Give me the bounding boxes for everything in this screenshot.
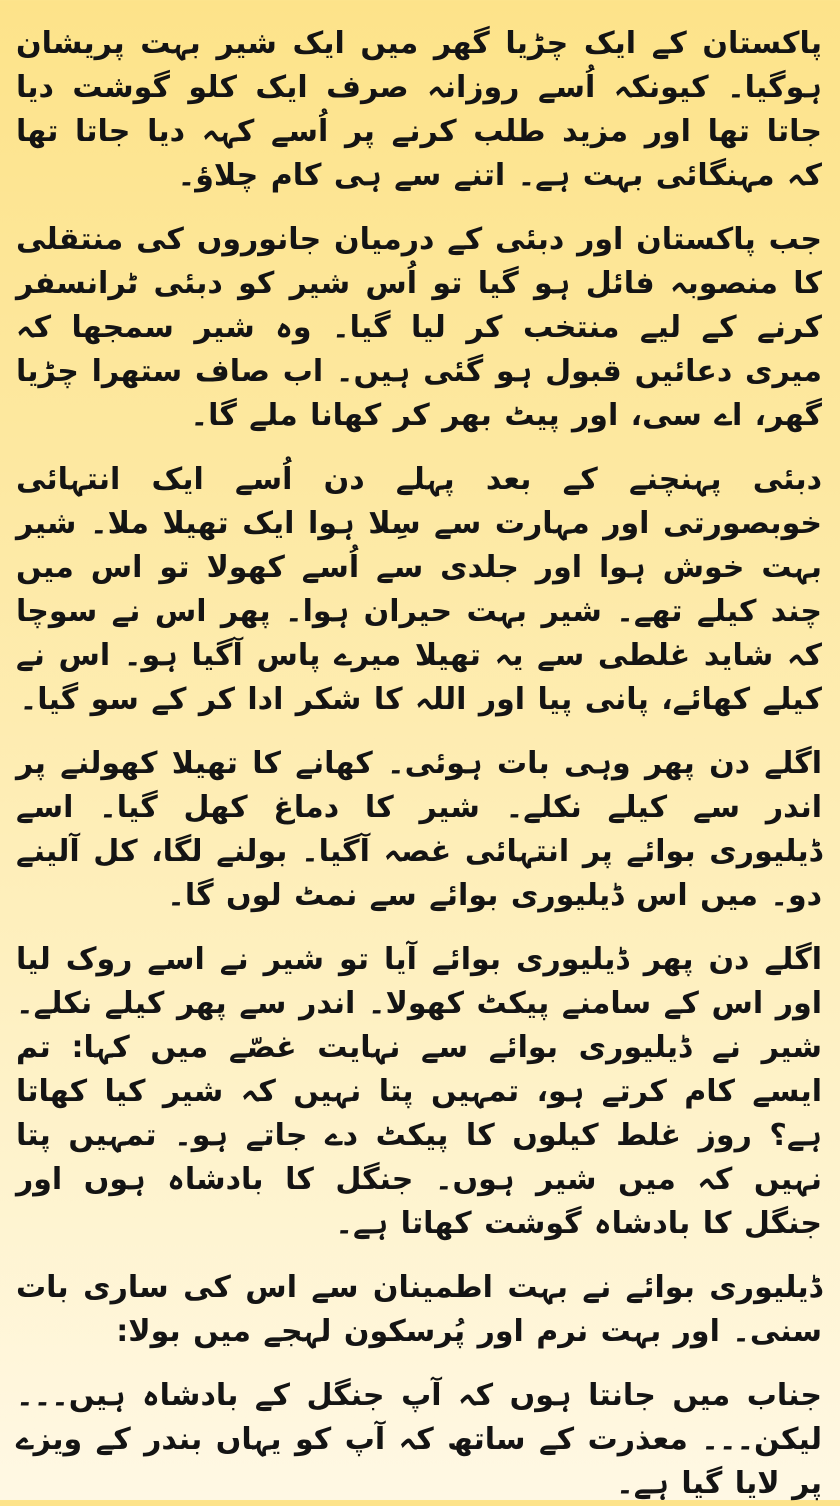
paragraph-4: اگلے دن پھر وہی بات ہوئی۔ کھانے کا تھیلا کھولنے پر اندر سے کیلے نکلے۔ شیر کا دماغ کھل گیا۔ اسے ڈیلیوری بوائے پر انتہائی غصہ آگیا۔ بولنے لگا، کل آلینے دو۔ میں اس ڈیلیوری بوائے سے نمٹ لوں گا۔ <box>16 746 822 913</box>
paragraph-5: اگلے دن پھر ڈیلیوری بوائے آیا تو شیر نے اسے روک لیا اور اس کے سامنے پیکٹ کھولا۔ اندر سے پھر کیلے نکلے۔ شیر نے ڈیلیوری بوائے سے نہایت غصّے میں کہا: تم ایسے کام کرتے ہو، تمہیں پتا نہیں کہ شیر کیا کھاتا ہے؟ روز غلط کیلوں کا پیکٹ دے جاتے ہو۔ تمہیں پتا نہیں کہ میں شیر ہوں۔ جنگل کا بادشاہ ہوں اور جنگل کا بادشاہ گوشت کھاتا ہے۔ <box>16 942 822 1241</box>
paragraph-3: دبئی پہنچنے کے بعد پہلے دن اُسے ایک انتہائی خوبصورتی اور مہارت سے سِلا ہوا ایک تھیلا ملا۔ شیر بہت خوش ہوا اور جلدی سے اُسے کھولا تو اس میں چند کیلے تھے۔ شیر بہت حیران ہوا۔ پھر اس نے سوچا کہ شاید غلطی سے یہ تھیلا میرے پاس آگیا ہو۔ اس نے کیلے کھائے، پانی پیا اور اللہ کا شکر ادا کر کے سو گیا۔ <box>16 462 822 717</box>
paragraph-6: ڈیلیوری بوائے نے بہت اطمینان سے اس کی ساری بات سنی۔ اور بہت نرم اور پُرسکون لہجے میں بولا: <box>16 1270 822 1349</box>
paragraph-7: جناب میں جانتا ہوں کہ آپ جنگل کے بادشاہ ہیں۔۔۔ لیکن۔۔۔ معذرت کے ساتھ کہ آپ کو یہاں بندر کے ویزے پر لایا گیا ہے۔ <box>16 1378 822 1501</box>
paragraph-2: جب پاکستان اور دبئی کے درمیان جانوروں کی منتقلی کا منصوبہ فائل ہو گیا تو اُس شیر کو دبئی ٹرانسفر کرنے کے لیے منتخب کر لیا گیا۔ وہ شیر سمجھا کہ میری دعائیں قبول ہو گئی ہیں۔ اب صاف ستھرا چڑیا گھر، اے سی، اور پیٹ بھر کر کھانا ملے گا۔ <box>16 222 822 433</box>
paragraph-1: پاکستان کے ایک چڑیا گھر میں ایک شیر بہت پریشان ہوگیا۔ کیونکہ اُسے روزانہ صرف ایک کلو گوشت دیا جاتا تھا اور مزید طلب کرنے پر اُسے کہہ دیا جاتا تھا کہ مہنگائی بہت ہے۔ اتنے سے ہی کام چلاؤ۔ <box>16 26 822 193</box>
